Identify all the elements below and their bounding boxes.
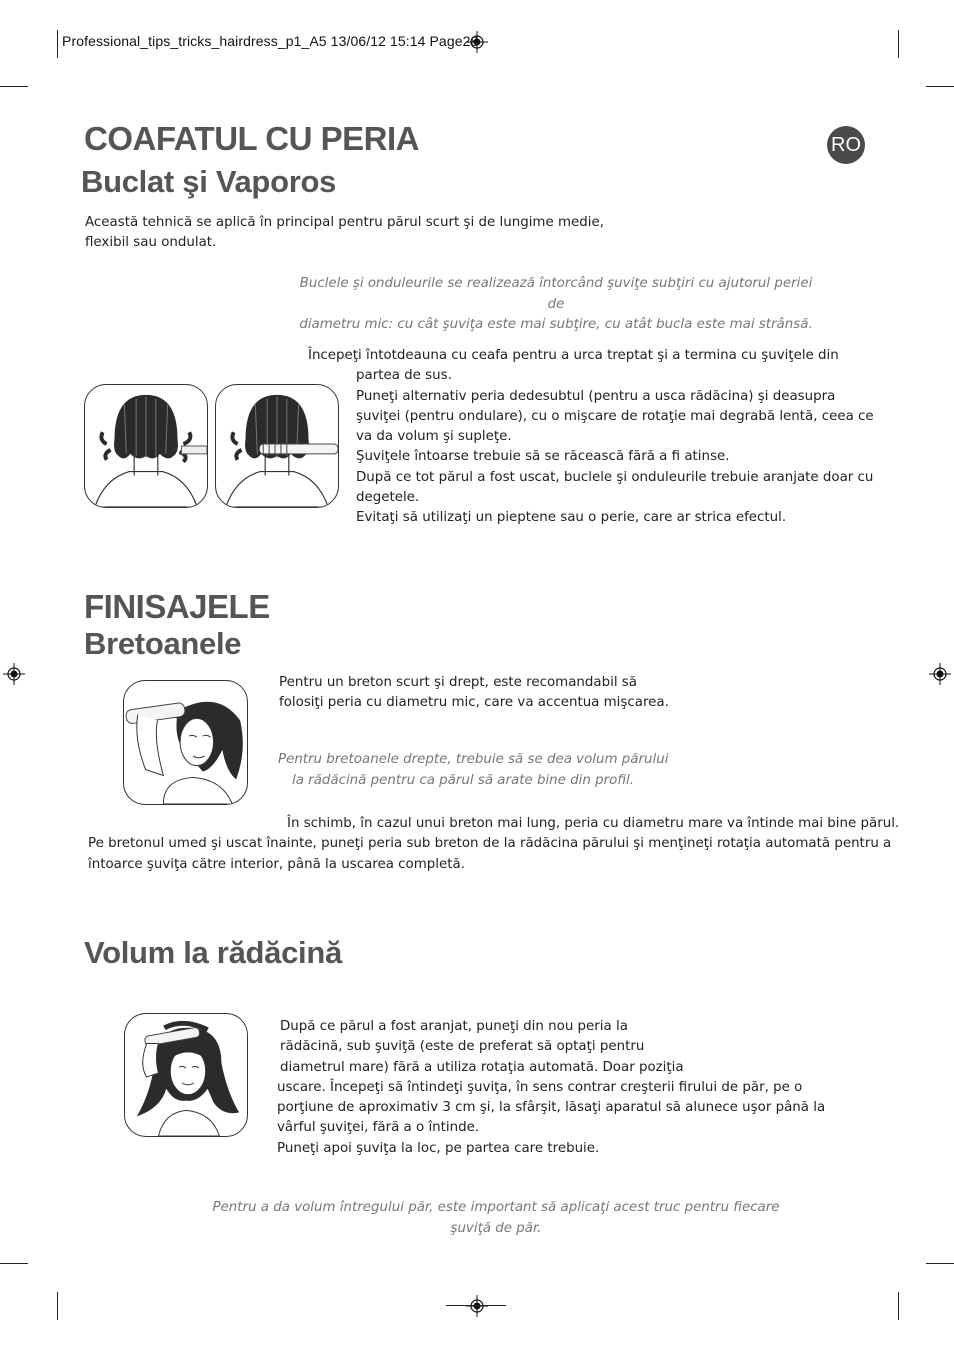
crop-mark xyxy=(57,1292,58,1320)
illustration-root-volume xyxy=(124,1013,248,1137)
section-title: COAFATUL CU PERIA xyxy=(84,120,419,157)
section-title: FINISAJELE xyxy=(84,588,270,625)
text-line: degetele. xyxy=(356,490,420,506)
crop-mark xyxy=(926,86,954,87)
crop-mark xyxy=(926,1263,954,1264)
intro-paragraph xyxy=(85,213,604,254)
text-line: Buclele şi onduleurile se realizează întorcând şuviţe subţiri cu ajutorul periei de xyxy=(299,276,813,312)
text-line: porţiune de aproximativ 3 cm şi, la sfârşit, lăsaţi aparatul să alunece uşor până la xyxy=(277,1100,826,1116)
text-line: Pentru bretoanele drepte, trebuie să se dea volum părului xyxy=(278,752,669,767)
crop-mark xyxy=(57,30,58,58)
print-slug: Professional_tips_tricks_hairdress_p1_A5 13/06/12 15:14 Page28 xyxy=(62,33,479,49)
section-subtitle: Buclat şi Vaporos xyxy=(81,164,337,199)
text-line: Pe bretonul umed şi uscat înainte, puneţi peria sub breton de la rădăcina părului şi menţineţi rotaţia automată pentru a xyxy=(88,836,892,852)
text-line: Şuviţele întoarse trebuie să se răcească fără a fi atinse. xyxy=(356,449,730,465)
section-title: Volum la rădăcină xyxy=(84,935,342,970)
text-line: va da volum şi supleţe. xyxy=(356,429,512,445)
crop-mark xyxy=(0,86,28,87)
text-line: Începeţi întotdeauna cu ceafa pentru a urca treptat şi a termina cu şuviţele din xyxy=(308,348,839,363)
text-line: Pentru a da volum întregului păr, este important să aplicaţi acest truc pentru fiecare xyxy=(212,1200,780,1215)
section-subtitle: Bretoanele xyxy=(84,626,242,661)
crop-mark xyxy=(898,1292,899,1320)
text-line: După ce părul a fost aranjat, puneţi din nou peria la xyxy=(280,1019,628,1034)
text-line: rădăcină, sub şuviţă (este de preferat să optaţi pentru xyxy=(280,1039,645,1055)
root-volume-tip xyxy=(196,1198,796,1239)
tip-paragraph xyxy=(296,274,816,336)
crop-mark xyxy=(0,1263,28,1264)
text-line: partea de sus. xyxy=(356,368,452,384)
text-line: După ce tot părul a fost uscat, buclele şi onduleurile trebuie aranjate doar cu xyxy=(356,469,874,485)
text-line: diametrul mare) fără a utiliza rotaţia automată. Doar poziţia xyxy=(280,1059,684,1075)
illustration-back-of-head-brush-over xyxy=(215,384,339,508)
text-line: la rădăcină pentru ca părul să arate bine din profil. xyxy=(292,772,634,788)
language-badge: RO xyxy=(827,126,865,164)
registration-mark-icon xyxy=(466,1295,488,1317)
text-line: şuviţă de păr. xyxy=(450,1220,542,1236)
text-line: vârful şuviţei, fără a o întinde. xyxy=(277,1120,480,1136)
text-line: folosiţi peria cu diametru mic, care va accentua mişcarea. xyxy=(279,695,669,711)
crop-line xyxy=(446,1305,506,1306)
text-line: şuviţei (pentru ondulare), cu o mişcare de rotaţie mai degrabă lentă, ceea ce xyxy=(356,408,874,424)
illustration-fringe-brushing xyxy=(123,680,248,805)
text-line: În schimb, în cazul unui breton mai lung, peria cu diametru mare va întinde mai bine părul. xyxy=(287,816,900,831)
registration-mark-icon xyxy=(929,663,951,685)
fringe-intro-paragraph xyxy=(279,673,669,714)
registration-mark-icon xyxy=(3,663,25,685)
fringe-tip-paragraph xyxy=(278,750,668,791)
illustration-back-of-head-brush-under xyxy=(84,384,208,508)
text-line: întoarce şuviţa către interior, până la uscarea completă. xyxy=(88,856,465,872)
text-line: Pentru un breton scurt şi drept, este recomandabil să xyxy=(279,675,637,690)
text-line: Această tehnică se aplică în principal pentru părul scurt şi de lungime medie, xyxy=(85,215,604,230)
root-volume-paragraph xyxy=(277,1017,825,1159)
crop-mark xyxy=(898,30,899,58)
text-line: diametru mic: cu cât şuviţa este mai subţire, cu atât bucla este mai strânsă. xyxy=(299,317,813,332)
text-line: flexibil sau ondulat. xyxy=(85,235,217,251)
text-line: uscare. Începeţi să întindeţi şuviţa, în sens contrar creşterii firului de păr, pe o xyxy=(277,1079,803,1095)
text-line: Puneţi alternativ peria dedesubtul (pentru a usca rădăcina) şi deasupra xyxy=(356,388,836,404)
fringe-long-paragraph xyxy=(88,814,899,875)
text-line: Puneţi apoi şuviţa la loc, pe partea care trebuie. xyxy=(277,1140,600,1156)
steps-paragraph xyxy=(308,346,874,529)
text-line: Evitaţi să utilizaţi un pieptene sau o perie, care ar strica efectul. xyxy=(356,510,787,526)
